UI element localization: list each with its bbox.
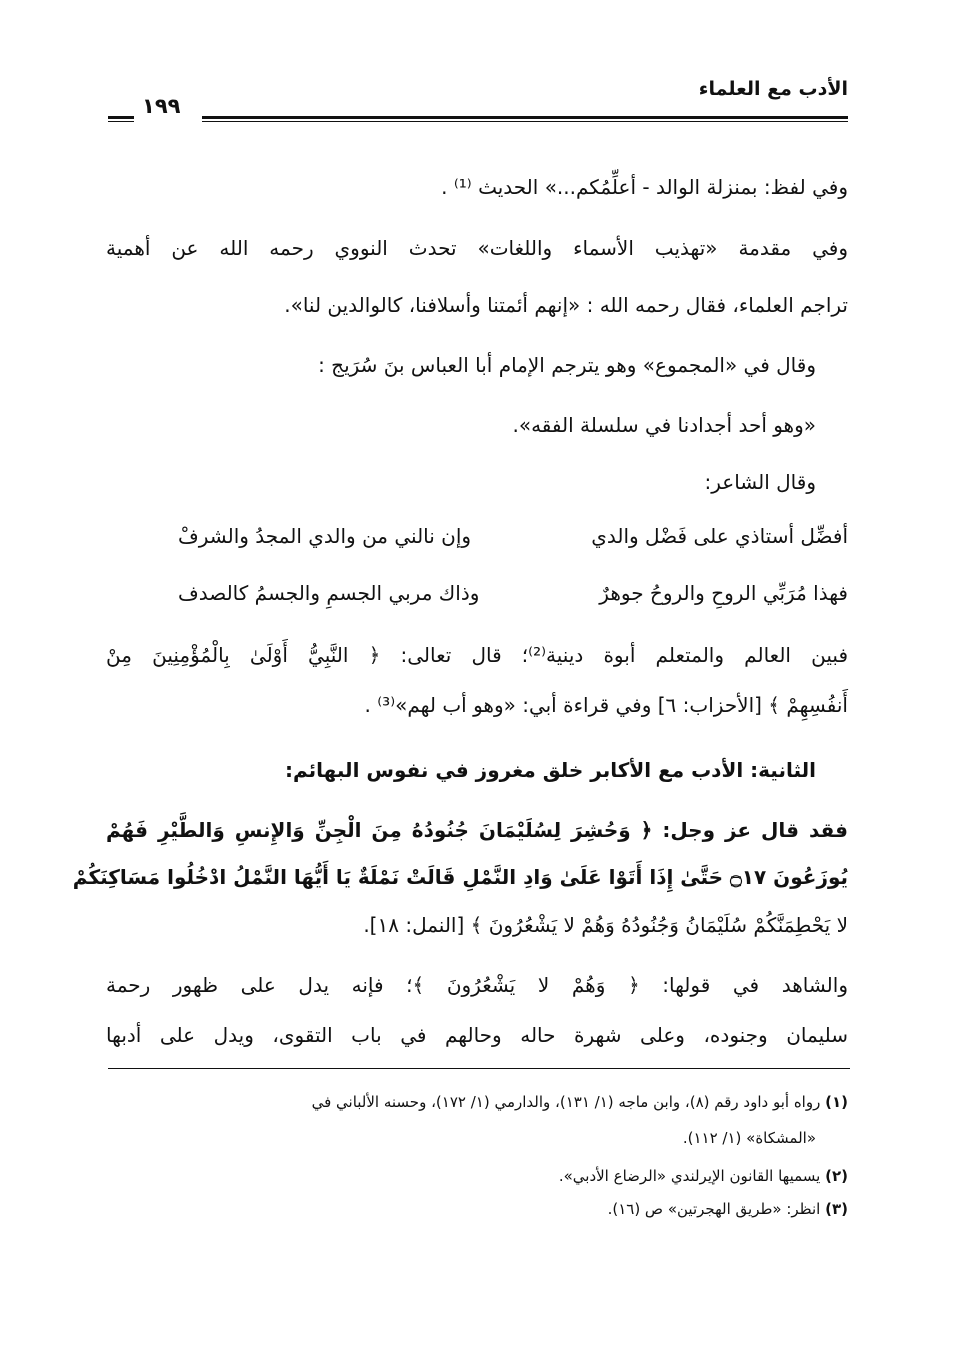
- footnote-2: [559, 1164, 848, 1188]
- body-line-5: «وهو أحد أجدادنا في سلسلة الفقه».: [512, 413, 816, 437]
- footnote-text: رواه أبو داود رقم (٨)، وابن ماجه (١/ ١٣١)، والدارمي (١/ ١٧٢)، وحسنه الألباني في: [311, 1093, 821, 1111]
- body-line-13: سليمان وجنوده، وعلى شهرة حاله وحالهم في باب التقوى، ويدل على أدبها: [106, 1023, 848, 1047]
- body-line-6: وقال الشاعر:: [704, 470, 816, 494]
- body-line-7: فبين العالم والمتعلم أبوة دينية⁽²⁾؛ قال تعالى: ﴿ النَّبِيُّ أَوْلَىٰ بِالْمُؤْمِنِينَ مِنْ: [106, 643, 848, 667]
- verse-1-second-hemistich: وإن نالني من والدي المجدُ والشرفْ: [178, 524, 472, 548]
- footnote-number: (١): [825, 1093, 848, 1111]
- running-title: الأدب مع العلماء: [698, 78, 848, 100]
- footnote-text: «المشكاة» (١/ ١١٢).: [682, 1129, 816, 1147]
- verse-1-first-hemistich: أفضِّل أستاذي على فَضْل والدي: [591, 524, 848, 548]
- body-line-12: والشاهد في قولها: ﴿ وَهُمْ لا يَشْعُرُونَ ﴾؛ فإنه يدل على ظهور رحمة: [106, 973, 848, 997]
- footnote-text: انظر: «طريق الهجرتين» ص (١٦).: [607, 1200, 821, 1218]
- body-line-2: وفي مقدمة «تهذيب الأسماء واللغات» تحدث النووي رحمه الله عن أهمية: [106, 236, 848, 260]
- body-line-11: لا يَحْطِمَنَّكُمْ سُلَيْمَانُ وَجُنُودُهُ وَهُمْ لا يَشْعُرُونَ ﴾ [النمل: ١٨].: [363, 913, 848, 937]
- footnote-3: [608, 1197, 848, 1221]
- body-line-3: تراجم العلماء، فقال رحمه الله : «إنهم أئمتنا وأسلافنا، كالوالدين لنا».: [284, 293, 848, 317]
- header-rule: [202, 116, 848, 122]
- body-line-10: يُوزَعُونَ ۝١٧ حَتَّىٰ إِذَا أَتَوْا عَلَىٰ وَادِ النَّمْلِ قَالَتْ نَمْلَةٌ يَا أَيُّهَا النَّمْلُ ادْخُلُوا مَسَاكِنَكُمْ: [72, 865, 848, 889]
- footnote-number: (٣): [825, 1200, 848, 1218]
- page-header: [108, 74, 848, 124]
- footnote-separator: [108, 1068, 850, 1069]
- header-rule-short: [108, 116, 134, 122]
- body-line-9: فقد قال عز وجل: ﴿ وَحُشِرَ لِسُلَيْمَانَ جُنُودُهُ مِنَ الْجِنِّ وَالإِنسِ وَالطَّيْرِ فَهُمْ: [106, 818, 848, 842]
- section-heading: الثانية: الأدب مع الأكابر خلق مغروز في نفوس البهائم:: [284, 758, 816, 782]
- page-number: ١٩٩: [142, 94, 181, 118]
- verse-2-first-hemistich: فهذا مُرَبِّي الروحِ والروحُ جوهرٌ: [599, 581, 848, 605]
- body-line-8: أَنفُسِهِمْ ﴾ [الأحزاب: ٦] وفي قراءة أبي: «وهو أب لهم»⁽³⁾ .: [364, 693, 848, 717]
- footnote-text: يسميها القانون الإيرلندي «الرضاع الأدبي».: [558, 1167, 821, 1185]
- footnote-1: [312, 1090, 848, 1114]
- body-line-4: وقال في «المجموع» وهو يترجم الإمام أبا العباس بنَ سُرَيج :: [318, 353, 816, 377]
- body-line-1: وفي لفظ: بمنزلة الوالد - أعلِّمُكم...» الحديث ⁽¹⁾ .: [441, 175, 848, 199]
- footnote-number: (٢): [825, 1167, 848, 1185]
- footnote-1-continued: [683, 1126, 816, 1150]
- verse-2-second-hemistich: وذاك مربي الجسمِ والجسمُ كالصدف: [178, 581, 480, 605]
